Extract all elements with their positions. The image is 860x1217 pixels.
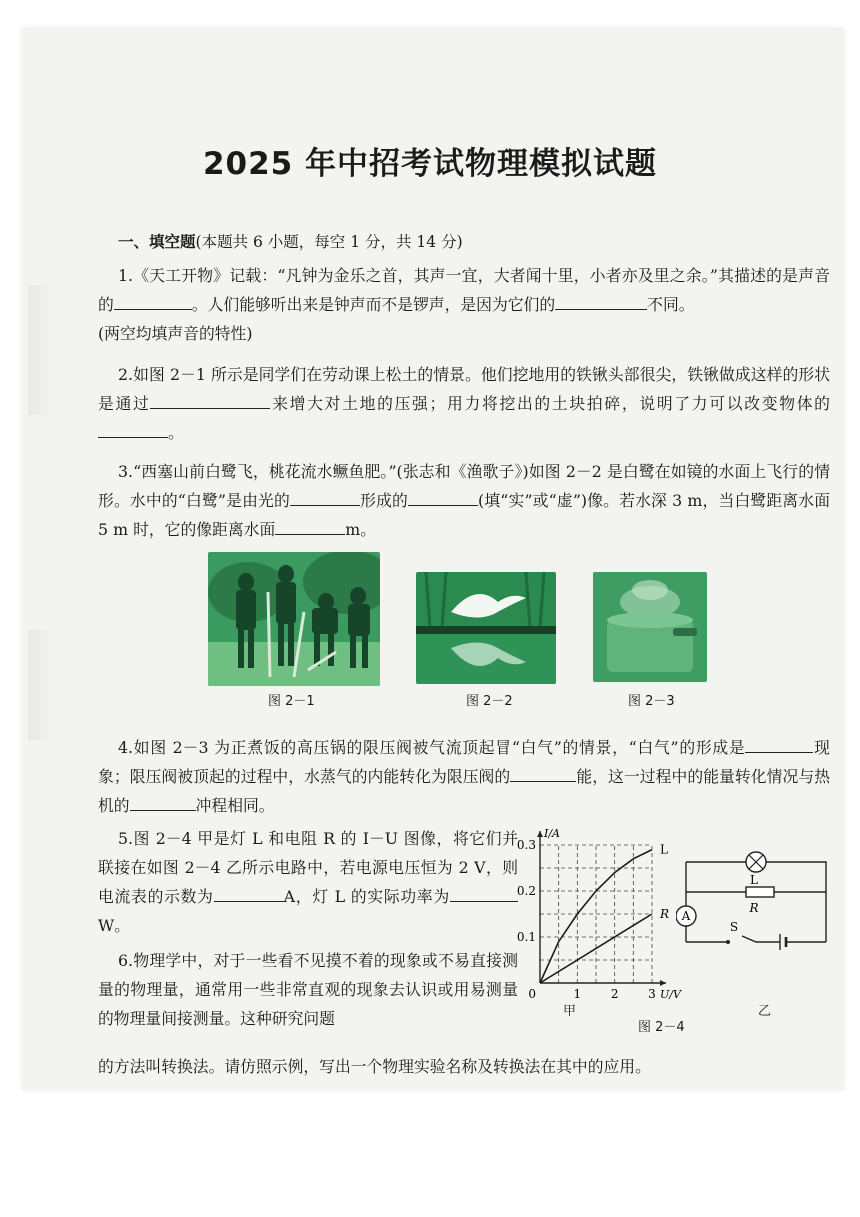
y-axis-arrow bbox=[537, 831, 543, 837]
scan-blot bbox=[28, 285, 56, 415]
x-tick-label: 1 bbox=[573, 987, 582, 1001]
answer-blank[interactable] bbox=[275, 518, 345, 535]
resistor-symbol bbox=[746, 887, 774, 897]
y-tick-label: 0.3 bbox=[516, 838, 536, 852]
question-4: 4.如图 2－3 为正煮饭的高压锅的限压阀被气流顶起冒“白气”的情景，“白气”的形成是 现象；限压阀被顶起的过程中，水蒸气的内能转化为限压阀的 能，这一过程中的能量转化情况与热机的 冲程相同。 bbox=[98, 738, 830, 815]
answer-blank[interactable] bbox=[510, 765, 576, 782]
graph-grid bbox=[540, 845, 652, 983]
iu-graph bbox=[512, 825, 682, 1019]
ammeter-symbol bbox=[676, 906, 696, 926]
question-5: 5.图 2－4 甲是灯 L 和电阻 R 的 I－U 图像，将它们并联接在如图 2－4 乙所示电路中，若电源电压恒为 2 V，则电流表的示数为 A，灯 L 的实际功率为W。 bbox=[98, 829, 518, 935]
lamp-symbol bbox=[746, 852, 766, 872]
figure-caption: 图 2－2 bbox=[466, 694, 513, 709]
photo-pressure-cooker bbox=[593, 572, 707, 682]
subfigure-label-yi: 乙 bbox=[758, 1004, 772, 1019]
battery-symbol bbox=[780, 934, 786, 950]
scan-blot bbox=[28, 630, 56, 740]
question-3: 3.“西塞山前白鹭飞，桃花流水鳜鱼肥。”(张志和《渔歌子》)如图 2－2 是白鹭在如镜的水面上飞行的情形。水中的“白鹭”是由光的 形成的 (填“实”或“虚”)像。若水深 3 m，当白鹭距离水面 5 m 时，它的像距离水面 m。 bbox=[98, 462, 831, 539]
answer-blank[interactable] bbox=[114, 293, 192, 310]
question-6: 6.物理学中，对于一些看不见摸不着的现象或不易直接测量的物理量，通常用一些非常直观的现象去认识或用易测量的物理量间接测量。这种研究问题 bbox=[98, 951, 518, 1028]
answer-blank[interactable] bbox=[130, 794, 196, 811]
x-axis-label: U/V bbox=[660, 988, 681, 1001]
figure-caption: 图 2－4 bbox=[638, 1020, 685, 1035]
page-title: 2025 年中招考试物理模拟试题 bbox=[202, 146, 658, 182]
y-tick-label: 0.1 bbox=[516, 930, 536, 944]
answer-blank[interactable] bbox=[450, 885, 518, 902]
y-axis-label: I/A bbox=[544, 827, 560, 840]
circuit-diagram bbox=[676, 838, 836, 954]
x-tick-label: 3 bbox=[648, 987, 656, 1001]
origin-label: 0 bbox=[528, 987, 536, 1001]
question-6-continued: 的方法叫转换法。请仿照示例，写出一个物理实验名称及转换法在其中的应用。 bbox=[98, 1057, 651, 1076]
answer-blank[interactable] bbox=[408, 489, 478, 506]
resistor-label: R bbox=[749, 901, 759, 915]
switch-label: S bbox=[729, 920, 739, 934]
answer-blank[interactable] bbox=[745, 736, 813, 753]
subfigure-label-jia: 甲 bbox=[563, 1004, 577, 1019]
figure-caption: 图 2－3 bbox=[628, 694, 675, 709]
answer-blank[interactable] bbox=[98, 421, 168, 438]
x-axis-arrow bbox=[660, 980, 666, 986]
lamp-label: L bbox=[750, 873, 758, 887]
switch-pivot bbox=[726, 940, 730, 944]
answer-blank[interactable] bbox=[555, 293, 647, 310]
figure-caption: 图 2－1 bbox=[268, 694, 315, 709]
ammeter-label: A bbox=[681, 909, 691, 923]
question-2: 2.如图 2－1 所示是同学们在劳动课上松土的情景。他们挖地用的铁锹头部很尖，铁锹做成这样的形状是通过 来增大对土地的压强；用力将挖出的土块拍碎，说明了力可以改变物体的。 bbox=[98, 365, 830, 442]
x-tick-label: 2 bbox=[610, 987, 619, 1001]
answer-blank[interactable] bbox=[150, 392, 270, 409]
graph-axes bbox=[537, 831, 666, 986]
y-tick-label: 0.2 bbox=[516, 884, 536, 898]
photo-egret bbox=[416, 572, 556, 684]
series-label-R: R bbox=[660, 907, 670, 921]
photo-digging bbox=[208, 552, 380, 686]
section-heading: 一、填空题(本题共 6 小题，每空 1 分，共 14 分) bbox=[118, 233, 463, 251]
question-1: 1.《天工开物》记载：“凡钟为金乐之首，其声一宜，大者闻十里，小者亦及里之余。”其描述的是声音的 。人们能够听出来是钟声而不是锣声，是因为它们的 不同。 (两空均填声音的特性) bbox=[98, 266, 830, 343]
answer-blank[interactable] bbox=[290, 489, 360, 506]
series-label-L: L bbox=[660, 842, 668, 857]
answer-blank[interactable] bbox=[214, 885, 284, 902]
